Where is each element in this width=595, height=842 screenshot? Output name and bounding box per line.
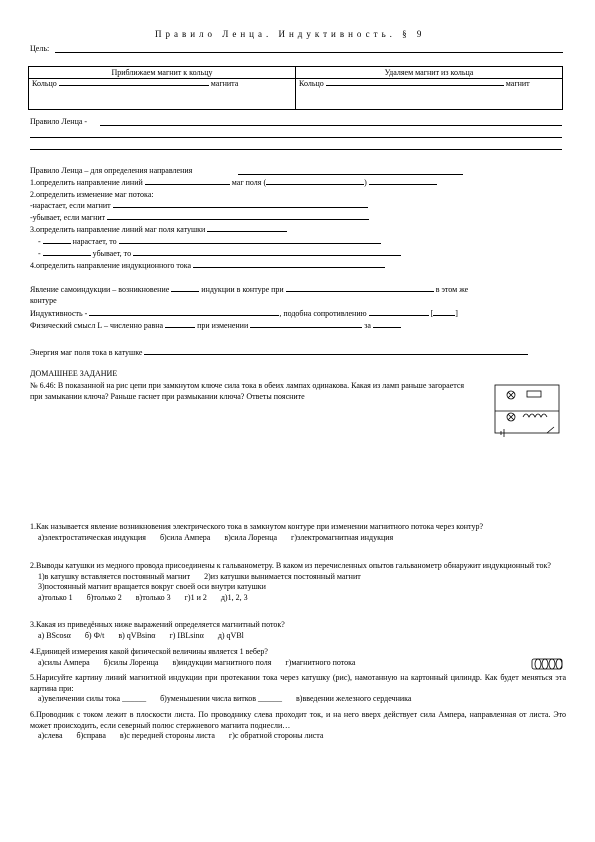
step-2: 2.определить изменение маг потока:: [30, 190, 154, 199]
step-2a: [30, 201, 368, 211]
phys-blank-3[interactable]: [373, 327, 401, 328]
option[interactable]: г)с обратной стороны листа: [228, 731, 324, 740]
option[interactable]: б)справа: [76, 731, 106, 740]
question-5: [30, 673, 566, 705]
step-1-blank-c[interactable]: [369, 184, 437, 185]
question-1: [30, 522, 566, 543]
option[interactable]: а)силы Ампера: [38, 657, 90, 667]
question-6-text: 6.Проводник с током лежит в плоскости листа. По проводнику слева проходит ток, и на него вверх действует сила Ампера, направленная от листа. Это может происходить, если северный полюс стержневого магнита поднесли…: [30, 710, 566, 730]
phys-a: Физический смысл L – численно равна: [30, 321, 164, 330]
question-2: [30, 561, 566, 603]
ind-blank-1[interactable]: [89, 315, 279, 316]
ind-c: [: [430, 309, 434, 318]
self-blank-2[interactable]: [286, 291, 434, 292]
step-3-blank[interactable]: [207, 231, 287, 232]
option[interactable]: д) qVBl: [217, 630, 244, 640]
energy-blank[interactable]: [144, 354, 528, 355]
step-2a-blank[interactable]: [113, 207, 368, 208]
switch-icon: [547, 427, 554, 433]
question-3-options: [30, 631, 566, 642]
step-4-blank[interactable]: [193, 267, 385, 268]
lenz-usage-blank[interactable]: [238, 174, 463, 175]
option[interactable]: а)электростатическая индукция: [38, 532, 146, 542]
self-c: в этом же: [435, 285, 469, 294]
step-3a-blank-1[interactable]: [43, 243, 71, 244]
question-1-text: 1.Как называется явление возникновения электрического тока в замкнутом контуре при изменении магнитного потока через контур?: [30, 522, 483, 531]
resistor-icon: [527, 391, 541, 397]
step-3b: - убывает, то: [38, 249, 401, 259]
step-1-text: 1.определить направление линий: [30, 178, 143, 187]
option[interactable]: б)уменьшении числа витков ______: [160, 694, 283, 703]
question-4-options: [30, 658, 566, 669]
step-3b-text: убывает, то: [92, 249, 132, 258]
inductance: [30, 309, 458, 319]
step-1: [30, 178, 437, 188]
lenz-line-3[interactable]: [30, 149, 562, 150]
step-3b-blank-2[interactable]: [133, 255, 401, 256]
question-1-options: [30, 533, 566, 544]
step-2b-text: -убывает, если магнит: [30, 213, 106, 222]
step-3a: - нарастает, то: [38, 237, 381, 247]
option[interactable]: а) BScosα: [38, 630, 71, 640]
option[interactable]: б)сила Ампера: [159, 532, 211, 542]
option[interactable]: а)увеличении силы тока ______: [38, 694, 147, 703]
step-3b-blank-1[interactable]: [43, 255, 91, 256]
ind-a: Индуктивность -: [30, 309, 88, 318]
ring-label: Кольцо: [299, 79, 324, 88]
ind-d: ]: [455, 309, 458, 318]
question-6-options: [30, 731, 566, 742]
lenz-line-2[interactable]: [30, 137, 562, 138]
step-2b-blank[interactable]: [107, 219, 369, 220]
self-a: Явление самоиндукции – возникновение: [30, 285, 170, 294]
cell-remove: [296, 79, 563, 110]
step-3a-blank-2[interactable]: [119, 243, 381, 244]
step-1-blank-b[interactable]: [266, 184, 364, 185]
option[interactable]: в)введении железного сердечника: [296, 694, 412, 703]
ind-unit-blank[interactable]: [433, 315, 455, 316]
step-4-text: 4.определить направление индукционного тока: [30, 261, 192, 270]
option[interactable]: б) Ф/t: [84, 630, 105, 640]
option[interactable]: в) qVBsinα: [118, 630, 156, 640]
question-2-options: [30, 593, 566, 604]
question-4-text: 4.Единицей измерения какой физической величины является 1 вебер?: [30, 647, 268, 656]
page-title: Правило Ленца. Индуктивность. § 9: [155, 29, 426, 39]
step-1-blank[interactable]: [145, 184, 230, 185]
magnet-label: магнита: [210, 79, 239, 88]
lenz-line-1[interactable]: [100, 125, 562, 126]
physical-meaning: [30, 321, 401, 331]
step-3-text: 3.определить направление линий маг поля катушки: [30, 225, 206, 234]
step-2b: [30, 213, 369, 223]
homework-task: № 6.46: В показанной на рис цепи при замкнутом ключе сила тока в обеих лампах одинакова. Какая из ламп раньше загорается при замыкании ключа? Раньше гаснет при размыкании ключа? Ответы поясните: [30, 381, 465, 401]
step-2a-text: -нарастает, если магнит: [30, 201, 111, 210]
option[interactable]: в)с передней стороны листа: [119, 731, 215, 740]
ring-approach-blank[interactable]: [59, 85, 209, 86]
phys-b: при изменении: [197, 321, 249, 330]
energy-text: Энергия маг поля тока в катушке: [30, 348, 143, 357]
energy: [30, 348, 528, 358]
question-3-text: 3.Какая из приведённых ниже выражений определяется магнитный поток?: [30, 620, 285, 629]
self-induction: [30, 285, 468, 295]
self-blank-1[interactable]: [171, 291, 199, 292]
ring-remove-blank[interactable]: [326, 85, 504, 86]
option[interactable]: в)индукции магнитного поля: [172, 657, 272, 667]
question-4: [30, 647, 566, 668]
coil-icon: [523, 414, 547, 417]
question-6: [30, 710, 566, 742]
option[interactable]: г)магнитного потока: [285, 657, 356, 667]
option[interactable]: в)только 3: [135, 592, 171, 602]
question-5-text: 5.Нарисуйте картину линий магнитной индукции при протекании тока через катушку (рис), намотанную на картонный цилиндр. Как будет меняться эта картина при:: [30, 673, 566, 693]
coil-figure: [530, 656, 566, 672]
option[interactable]: в)сила Лоренца: [224, 532, 278, 542]
question-2-text: 2.Выводы катушки из медного провода присоединены к гальванометру. В каком из перечисленных опытов гальванометр обнаружит индукционный ток?: [30, 561, 551, 570]
option[interactable]: г)1 и 2: [184, 592, 207, 602]
step-4: [30, 261, 385, 271]
item: 2)из катушки вынимается постоянный магнит: [204, 571, 361, 581]
option[interactable]: а)только 1: [38, 592, 73, 602]
homework-label: ДОМАШНЕЕ ЗАДАНИЕ: [30, 369, 118, 378]
question-2-items: [30, 572, 566, 583]
option[interactable]: б)силы Лоренца: [103, 657, 159, 667]
step-1-text-b: маг поля (: [231, 178, 267, 187]
phys-blank-2[interactable]: [250, 327, 362, 328]
self-b: индукции в контуре при: [201, 285, 284, 294]
step-1-close: ): [364, 178, 367, 187]
step-3: [30, 225, 287, 235]
option[interactable]: г)электромагнитная индукция: [291, 532, 394, 542]
item: 1)в катушку вставляется постоянный магнит: [38, 571, 191, 581]
magnet-table: [28, 66, 563, 110]
lenz-usage: Правило Ленца – для определения направления: [30, 166, 193, 175]
lenz-rule-label: Правило Ленца -: [30, 117, 88, 126]
ind-blank-2[interactable]: [369, 315, 429, 316]
cell-approach: [29, 79, 296, 110]
item: 3)постоянный магнит вращается вокруг своей оси внутри катушки: [38, 582, 266, 591]
ring-label: Кольцо: [32, 79, 57, 88]
ind-b: , подобна сопротивлению: [279, 309, 367, 318]
option[interactable]: б)только 2: [86, 592, 122, 602]
option[interactable]: а)слева: [38, 731, 63, 740]
option[interactable]: д)1, 2, 3: [220, 592, 248, 602]
question-3: [30, 620, 566, 641]
option[interactable]: г) IBLsinα: [169, 630, 204, 640]
col-approach-head: Приближаем магнит к кольцу: [29, 67, 296, 79]
magnet-label: магнит: [505, 79, 530, 88]
phys-c: за: [364, 321, 371, 330]
goal-line[interactable]: [55, 52, 563, 53]
phys-blank-1[interactable]: [165, 327, 195, 328]
self-induction-cont: контуре: [30, 296, 57, 305]
question-5-options: [30, 694, 566, 705]
circuit-diagram: [487, 377, 565, 439]
goal-label: Цель:: [30, 44, 50, 53]
step-3a-text: нарастает, то: [72, 237, 117, 246]
col-remove-head: Удаляем магнит из кольца: [296, 67, 563, 79]
